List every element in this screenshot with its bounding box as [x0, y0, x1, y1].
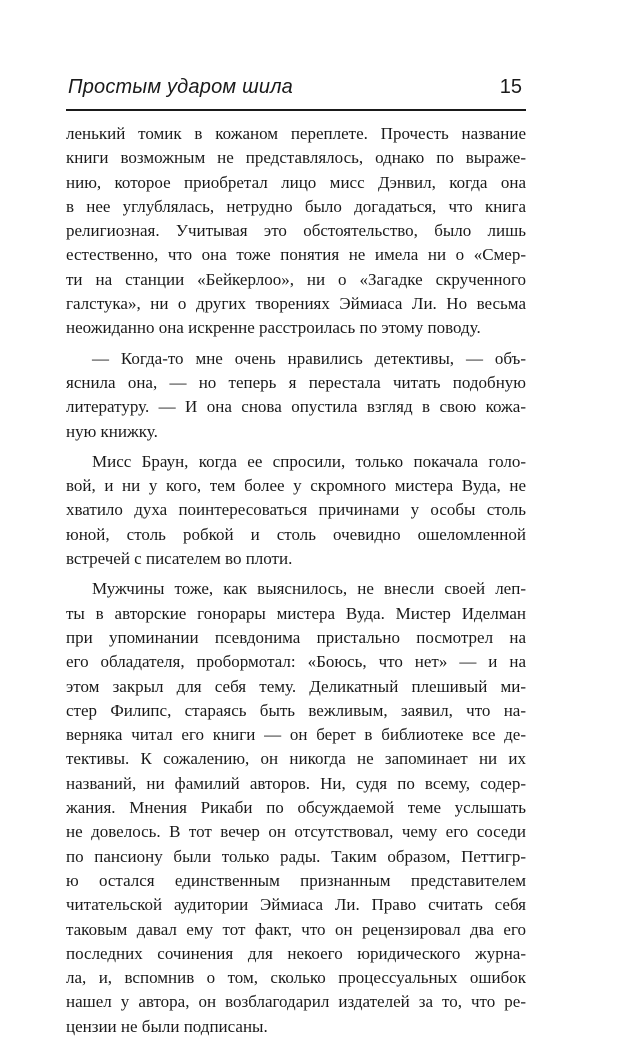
text-line: нашел у автора, он возблагодарил издателей за то, что ре-	[66, 992, 526, 1012]
text-line: названий, ни фамилий авторов. Ни, судя по всему, содер-	[66, 773, 526, 793]
text-line: не довелось. В тот вечер он отсутствовал, чему его соседи	[66, 822, 526, 842]
text-line: его обладателя, пробормотал: «Боюсь, что нет» — и на	[66, 652, 526, 672]
body-text	[66, 122, 526, 1039]
text-line: хватило духа поинтересоваться причинами у особы столь	[66, 500, 526, 520]
text-line: ную книжку.	[66, 421, 158, 441]
paragraph	[66, 450, 526, 571]
text-line: ленький томик в кожаном переплете. Прочесть название	[66, 124, 526, 143]
text-line: Мужчины тоже, как выяснилось, не внесли своей леп-	[92, 579, 526, 599]
page-number: 15	[499, 76, 522, 98]
text-line: религиозная. Учитывая это обстоятельство, было лишь	[66, 221, 526, 241]
running-header	[66, 75, 526, 111]
text-line: жания. Мнения Рикаби по обсуждаемой теме услышать	[66, 798, 526, 818]
text-line: в нее углублялась, нетрудно было догадаться, что книга	[66, 196, 526, 216]
text-line: вой, и ни у кого, тем более у скромного мистера Вуда, не	[66, 476, 526, 496]
text-line: книги возможным не представлялось, однако по выраже-	[66, 148, 526, 168]
text-line: юной, столь робкой и столь очевидно ошеломленной	[66, 524, 526, 544]
paragraph	[66, 347, 526, 444]
text-line: нию, которое приобретал лицо мисс Дэнвил, когда она	[66, 172, 526, 192]
running-title: Простым ударом шила	[68, 76, 294, 98]
text-line: встречей с писателем во плоти.	[66, 549, 293, 569]
text-line: тективы. К сожалению, он никогда не запоминает ни их	[66, 749, 526, 769]
text-line: верняка читал его книги — он берет в библиотеке все де-	[66, 725, 526, 745]
text-line: по пансиону были только рады. Таким образом, Петтигр-	[66, 846, 526, 866]
text-line: этом закрыл для себя тему. Деликатный плешивый ми-	[66, 676, 526, 696]
text-line: ты в авторские гонорары мистера Вуда. Мистер Иделман	[66, 603, 526, 623]
text-line: галстука», ни о других творениях Эймиаса Ли. Но весьма	[66, 294, 526, 314]
text-line: яснила она, — но теперь я перестала читать подобную	[66, 372, 526, 392]
text-line: стер Филипс, стараясь быть вежливым, заявил, что на-	[66, 700, 526, 720]
text-line: при упоминании псевдонима пристально посмотрел на	[66, 627, 526, 647]
text-line: естественно, что она тоже понятия не имела ни о «Смер-	[66, 245, 526, 265]
text-line: — Когда-то мне очень нравились детективы, — объ-	[92, 348, 526, 368]
text-line: ю остался единственным признанным представителем	[66, 870, 526, 890]
paragraph	[66, 577, 526, 1039]
text-line: литературу. — И она снова опустила взгляд в свою кожа-	[66, 397, 526, 417]
text-line: неожиданно она искренне расстроилась по этому поводу.	[66, 318, 481, 338]
paragraph	[66, 122, 526, 341]
text-line: ти на станции «Бейкерлоо», ни о «Загадке скрученного	[66, 269, 526, 289]
text-line: цензии не были подписаны.	[66, 1016, 268, 1036]
text-line: читательской аудитории Эймиаса Ли. Право считать себя	[66, 895, 526, 915]
text-line: Мисс Браун, когда ее спросили, только покачала голо-	[92, 451, 526, 471]
text-line: последних сочинения для некоего юридического журна-	[66, 943, 526, 963]
text-line: таковым давал ему тот факт, что он рецензировал два его	[66, 919, 526, 939]
text-line: ла, и, вспомнив о том, сколько процессуальных ошибок	[66, 968, 526, 988]
